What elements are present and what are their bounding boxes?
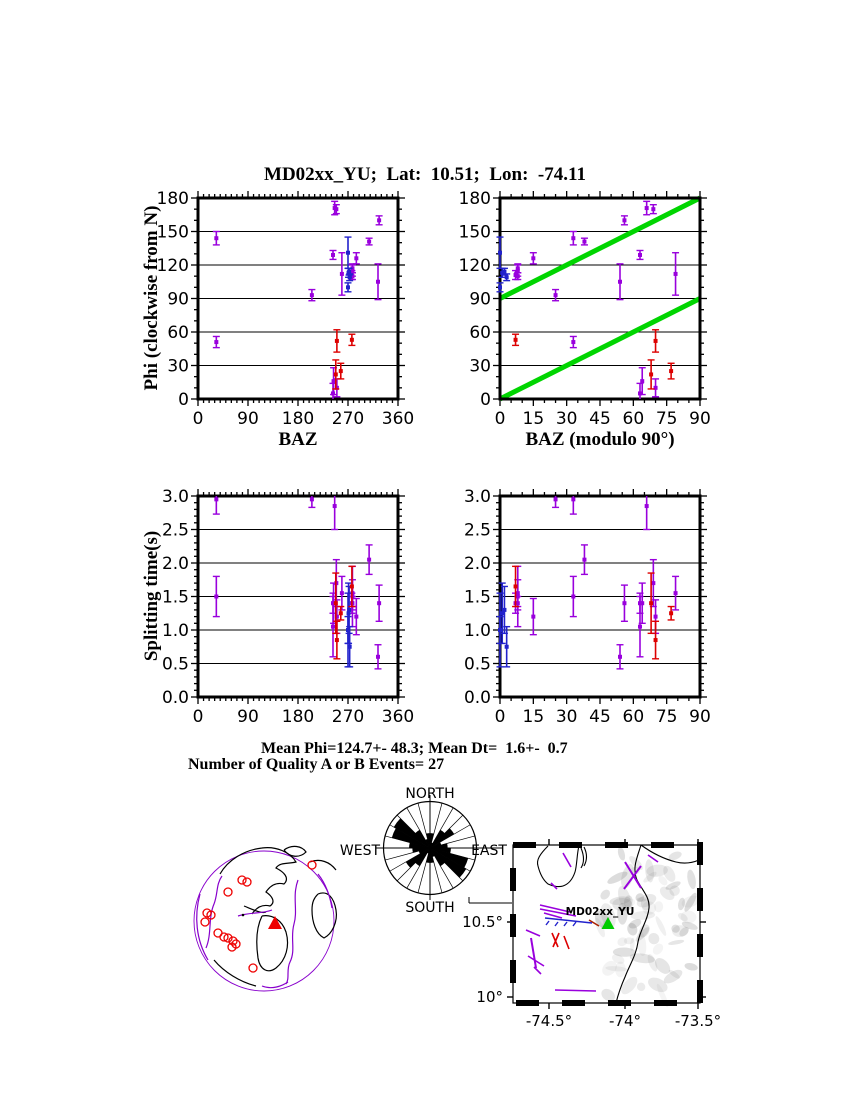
rose-label-east: EAST xyxy=(471,843,507,859)
svg-text:90: 90 xyxy=(689,707,711,727)
svg-text:90: 90 xyxy=(469,289,491,310)
svg-text:0.0: 0.0 xyxy=(463,688,491,708)
svg-text:75: 75 xyxy=(655,409,678,429)
svg-text:60: 60 xyxy=(167,323,189,343)
rose-label-south: SOUTH xyxy=(405,900,455,916)
plot-dt-vs-baz xyxy=(162,487,414,727)
svg-text:90: 90 xyxy=(167,289,189,310)
svg-text:15: 15 xyxy=(522,707,545,727)
svg-text:120: 120 xyxy=(156,256,189,276)
svg-text:60: 60 xyxy=(622,409,645,429)
svg-text:0: 0 xyxy=(480,390,491,410)
svg-text:0: 0 xyxy=(494,409,506,429)
svg-text:2.5: 2.5 xyxy=(463,520,491,541)
svg-text:60: 60 xyxy=(469,323,491,343)
svg-text:60: 60 xyxy=(622,707,645,727)
svg-text:30: 30 xyxy=(555,409,578,429)
svg-text:360: 360 xyxy=(381,707,415,727)
svg-text:0.5: 0.5 xyxy=(463,654,491,675)
ylabel-phi: Phi (clockwise from N) xyxy=(141,205,162,391)
svg-text:90: 90 xyxy=(237,409,259,429)
svg-text:10°: 10° xyxy=(476,988,503,1006)
svg-text:3.0: 3.0 xyxy=(463,487,491,507)
svg-text:180: 180 xyxy=(281,707,315,727)
xlabel-baz: BAZ xyxy=(278,429,318,450)
svg-text:1.0: 1.0 xyxy=(161,621,189,641)
rose-label-west: WEST xyxy=(339,843,381,859)
figure-title: MD02xx_YU; Lat: 10.51; Lon: -74.11 xyxy=(264,164,586,185)
svg-text:0: 0 xyxy=(192,409,204,429)
svg-text:75: 75 xyxy=(655,707,678,727)
svg-text:3.0: 3.0 xyxy=(161,487,189,507)
svg-text:90: 90 xyxy=(689,409,711,429)
svg-text:10.5°: 10.5° xyxy=(462,913,503,931)
xlabel-baz-mod90: BAZ (modulo 90°) xyxy=(525,429,675,450)
mean-stats-text: Mean Phi=124.7+- 48.3; Mean Dt= 1.6+- 0.7 xyxy=(261,740,568,757)
svg-text:0: 0 xyxy=(192,707,204,727)
plot-phi-vs-baz-mod90 xyxy=(459,189,711,429)
svg-text:180: 180 xyxy=(156,189,189,209)
svg-text:150: 150 xyxy=(458,222,491,243)
event-count-text: Number of Quality A or B Events= 27 xyxy=(188,756,445,773)
svg-text:30: 30 xyxy=(555,707,578,727)
svg-text:0.0: 0.0 xyxy=(161,688,189,708)
plot-phi-vs-baz xyxy=(157,189,415,429)
svg-text:45: 45 xyxy=(589,707,611,727)
local-map xyxy=(462,839,721,1030)
svg-text:150: 150 xyxy=(156,222,189,243)
svg-text:1.5: 1.5 xyxy=(161,587,189,608)
svg-text:2.5: 2.5 xyxy=(161,520,189,541)
svg-text:15: 15 xyxy=(522,409,545,429)
svg-text:-74.5°: -74.5° xyxy=(525,1012,573,1030)
svg-text:90: 90 xyxy=(237,707,259,727)
svg-text:-74°: -74° xyxy=(609,1012,641,1030)
plot-dt-vs-baz-mod90 xyxy=(464,487,711,727)
globe-map xyxy=(194,846,336,991)
svg-text:270: 270 xyxy=(331,707,365,727)
svg-text:1.0: 1.0 xyxy=(463,621,491,641)
rose-label-north: NORTH xyxy=(405,786,455,802)
svg-text:30: 30 xyxy=(167,356,189,377)
svg-text:360: 360 xyxy=(381,409,415,429)
svg-text:0: 0 xyxy=(494,707,506,727)
map-station-label: MD02xx_YU xyxy=(565,906,635,918)
svg-text:0.5: 0.5 xyxy=(161,654,189,675)
ylabel-splitting-time: Splitting time(s) xyxy=(141,530,162,662)
svg-text:0: 0 xyxy=(178,390,189,410)
svg-text:1.5: 1.5 xyxy=(463,587,491,608)
svg-text:180: 180 xyxy=(281,409,315,429)
svg-text:270: 270 xyxy=(331,409,365,429)
svg-text:120: 120 xyxy=(458,256,491,276)
svg-text:2.0: 2.0 xyxy=(463,554,491,574)
svg-text:-73.5°: -73.5° xyxy=(674,1012,722,1030)
svg-text:45: 45 xyxy=(589,409,611,429)
svg-text:30: 30 xyxy=(469,356,491,377)
svg-text:2.0: 2.0 xyxy=(161,554,189,574)
svg-text:180: 180 xyxy=(458,189,491,209)
